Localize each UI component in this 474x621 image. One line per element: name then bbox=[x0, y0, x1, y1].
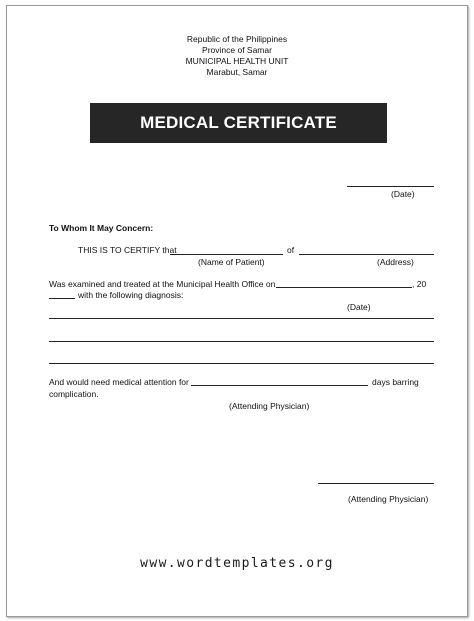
exam-date-label: (Date) bbox=[347, 302, 371, 312]
complication-text: complication. bbox=[49, 389, 99, 399]
header-province: Province of Samar bbox=[202, 45, 272, 55]
patient-name-label: (Name of Patient) bbox=[198, 257, 265, 267]
of-text: of bbox=[287, 245, 295, 255]
days-text: days barring bbox=[372, 377, 419, 387]
title-banner bbox=[90, 103, 387, 143]
footer-website[interactable]: www.wordtemplates.org bbox=[140, 556, 334, 571]
year-suffix: , 20 bbox=[412, 279, 427, 289]
diagnosis-line bbox=[49, 318, 434, 319]
examined-text: Was examined and treated at the Municipal Health Office on bbox=[49, 279, 276, 289]
date-line bbox=[347, 186, 434, 187]
attention-text: And would need medical attention for bbox=[49, 377, 189, 387]
exam-date-line bbox=[276, 287, 412, 288]
certify-text: THIS IS TO CERTIFY that bbox=[78, 245, 177, 255]
salutation: To Whom It May Concern: bbox=[49, 223, 154, 233]
patient-name-line bbox=[170, 254, 283, 255]
header-municipality: Marabut, Samar bbox=[206, 67, 268, 77]
attending-physician-label: (Attending Physician) bbox=[229, 401, 310, 411]
date-label: (Date) bbox=[391, 189, 415, 199]
certificate-page bbox=[6, 5, 468, 617]
year-line bbox=[49, 298, 75, 299]
days-line bbox=[191, 385, 368, 386]
diagnosis-line bbox=[49, 341, 434, 342]
diagnosis-text: with the following diagnosis: bbox=[78, 290, 184, 300]
signature-line bbox=[318, 483, 434, 484]
header-republic: Republic of the Philippines bbox=[186, 34, 288, 44]
diagnosis-line bbox=[49, 363, 434, 364]
address-label: (Address) bbox=[377, 257, 414, 267]
header-health-unit: MUNICIPAL HEALTH UNIT bbox=[185, 56, 289, 66]
document-title: MEDICAL CERTIFICATE bbox=[140, 113, 337, 132]
address-line bbox=[299, 254, 434, 255]
signature-physician-label: (Attending Physician) bbox=[348, 494, 429, 504]
